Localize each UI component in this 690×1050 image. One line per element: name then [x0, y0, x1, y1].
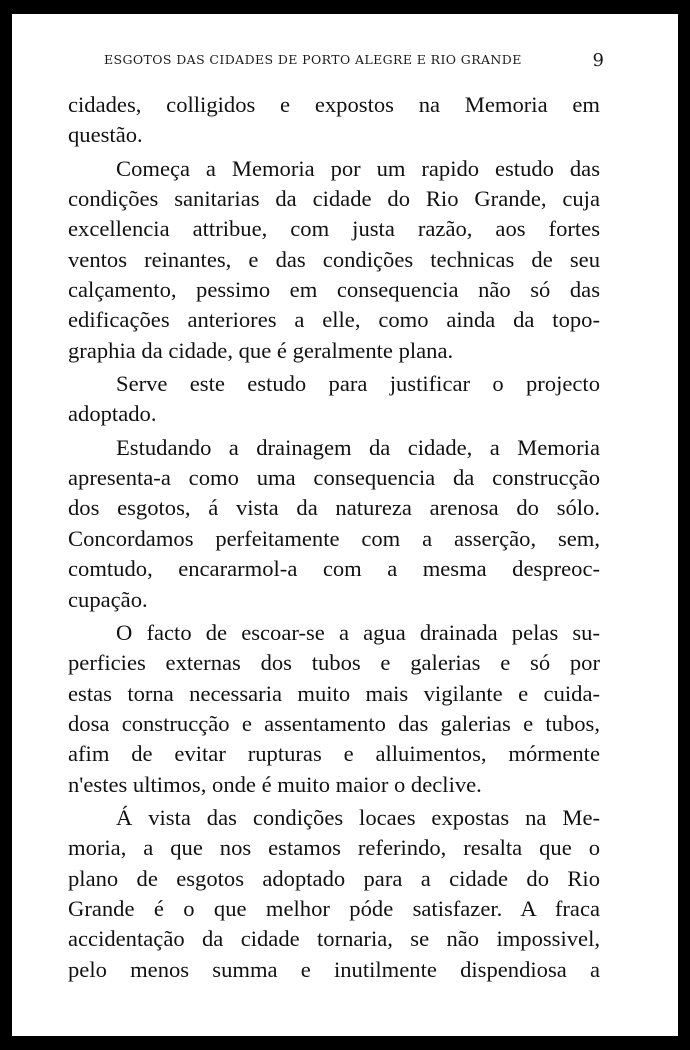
- text-line: graphia da cidade, que é geralmente plana.: [68, 337, 454, 363]
- text-line: Concordamos perfeitamente com a asserção, sem,: [68, 525, 600, 551]
- text-line: calçamento, pessimo em consequencia não só das: [68, 277, 600, 303]
- page-number: 9: [592, 50, 604, 71]
- paragraph: [68, 618, 600, 800]
- text-line: excellencia attribue, com justa razão, aos fortes: [68, 216, 600, 242]
- body-text: [68, 90, 600, 985]
- text-line: Á vista das condições locaes expostas na Me-: [116, 804, 600, 830]
- text-line: estas torna necessaria muito mais vigilante e cuida-: [68, 680, 600, 706]
- text-line: accidentação da cidade tornaria, se não impossivel,: [68, 926, 600, 952]
- text-line: O facto de escoar-se a agua drainada pelas su-: [116, 619, 600, 645]
- text-line: apresenta-a como uma consequencia da construcção: [68, 465, 600, 491]
- text-line: afim de evitar rupturas e alluimentos, mórmente: [68, 741, 600, 767]
- text-line: dos esgotos, á vista da natureza arenosa do sólo.: [68, 495, 600, 521]
- paragraph: [68, 90, 600, 151]
- text-line: edificações anteriores a elle, como ainda da topo-: [68, 307, 600, 333]
- book-page: [12, 14, 678, 1036]
- paragraph: [68, 369, 600, 430]
- text-line: adoptado.: [68, 401, 157, 427]
- text-line: questão.: [68, 122, 143, 148]
- text-line: dosa construcção e assentamento das galerias e tubos,: [68, 710, 600, 736]
- running-title: ESGOTOS DAS CIDADES DE PORTO ALEGRE E RIO GRANDE: [104, 52, 522, 67]
- text-line: Grande é o que melhor póde satisfazer. A fraca: [68, 895, 600, 921]
- text-line: Estudando a drainagem da cidade, a Memoria: [116, 434, 600, 460]
- text-line: plano de esgotos adoptado para a cidade do Rio: [68, 865, 600, 891]
- text-line: cupação.: [68, 586, 148, 612]
- paragraph: [68, 154, 600, 366]
- paragraph: [68, 803, 600, 985]
- text-line: perficies externas dos tubos e galerias e só por: [68, 650, 600, 676]
- page-header: [12, 50, 678, 74]
- text-line: pelo menos summa e inutilmente dispendiosa a: [68, 956, 600, 982]
- text-line: condições sanitarias da cidade do Rio Grande, cuja: [68, 186, 600, 212]
- text-line: n'estes ultimos, onde é muito maior o declive.: [68, 771, 482, 797]
- text-line: cidades, colligidos e expostos na Memoria em: [68, 92, 600, 117]
- paragraph: [68, 433, 600, 615]
- text-line: moria, a que nos estamos referindo, resalta que o: [68, 835, 600, 861]
- text-line: ventos reinantes, e das condições technicas de seu: [68, 246, 600, 272]
- text-line: Começa a Memoria por um rapido estudo das: [116, 155, 600, 181]
- text-line: Serve este estudo para justificar o projecto: [116, 371, 600, 397]
- text-line: comtudo, encararmol-a com a mesma despreoc-: [68, 556, 600, 582]
